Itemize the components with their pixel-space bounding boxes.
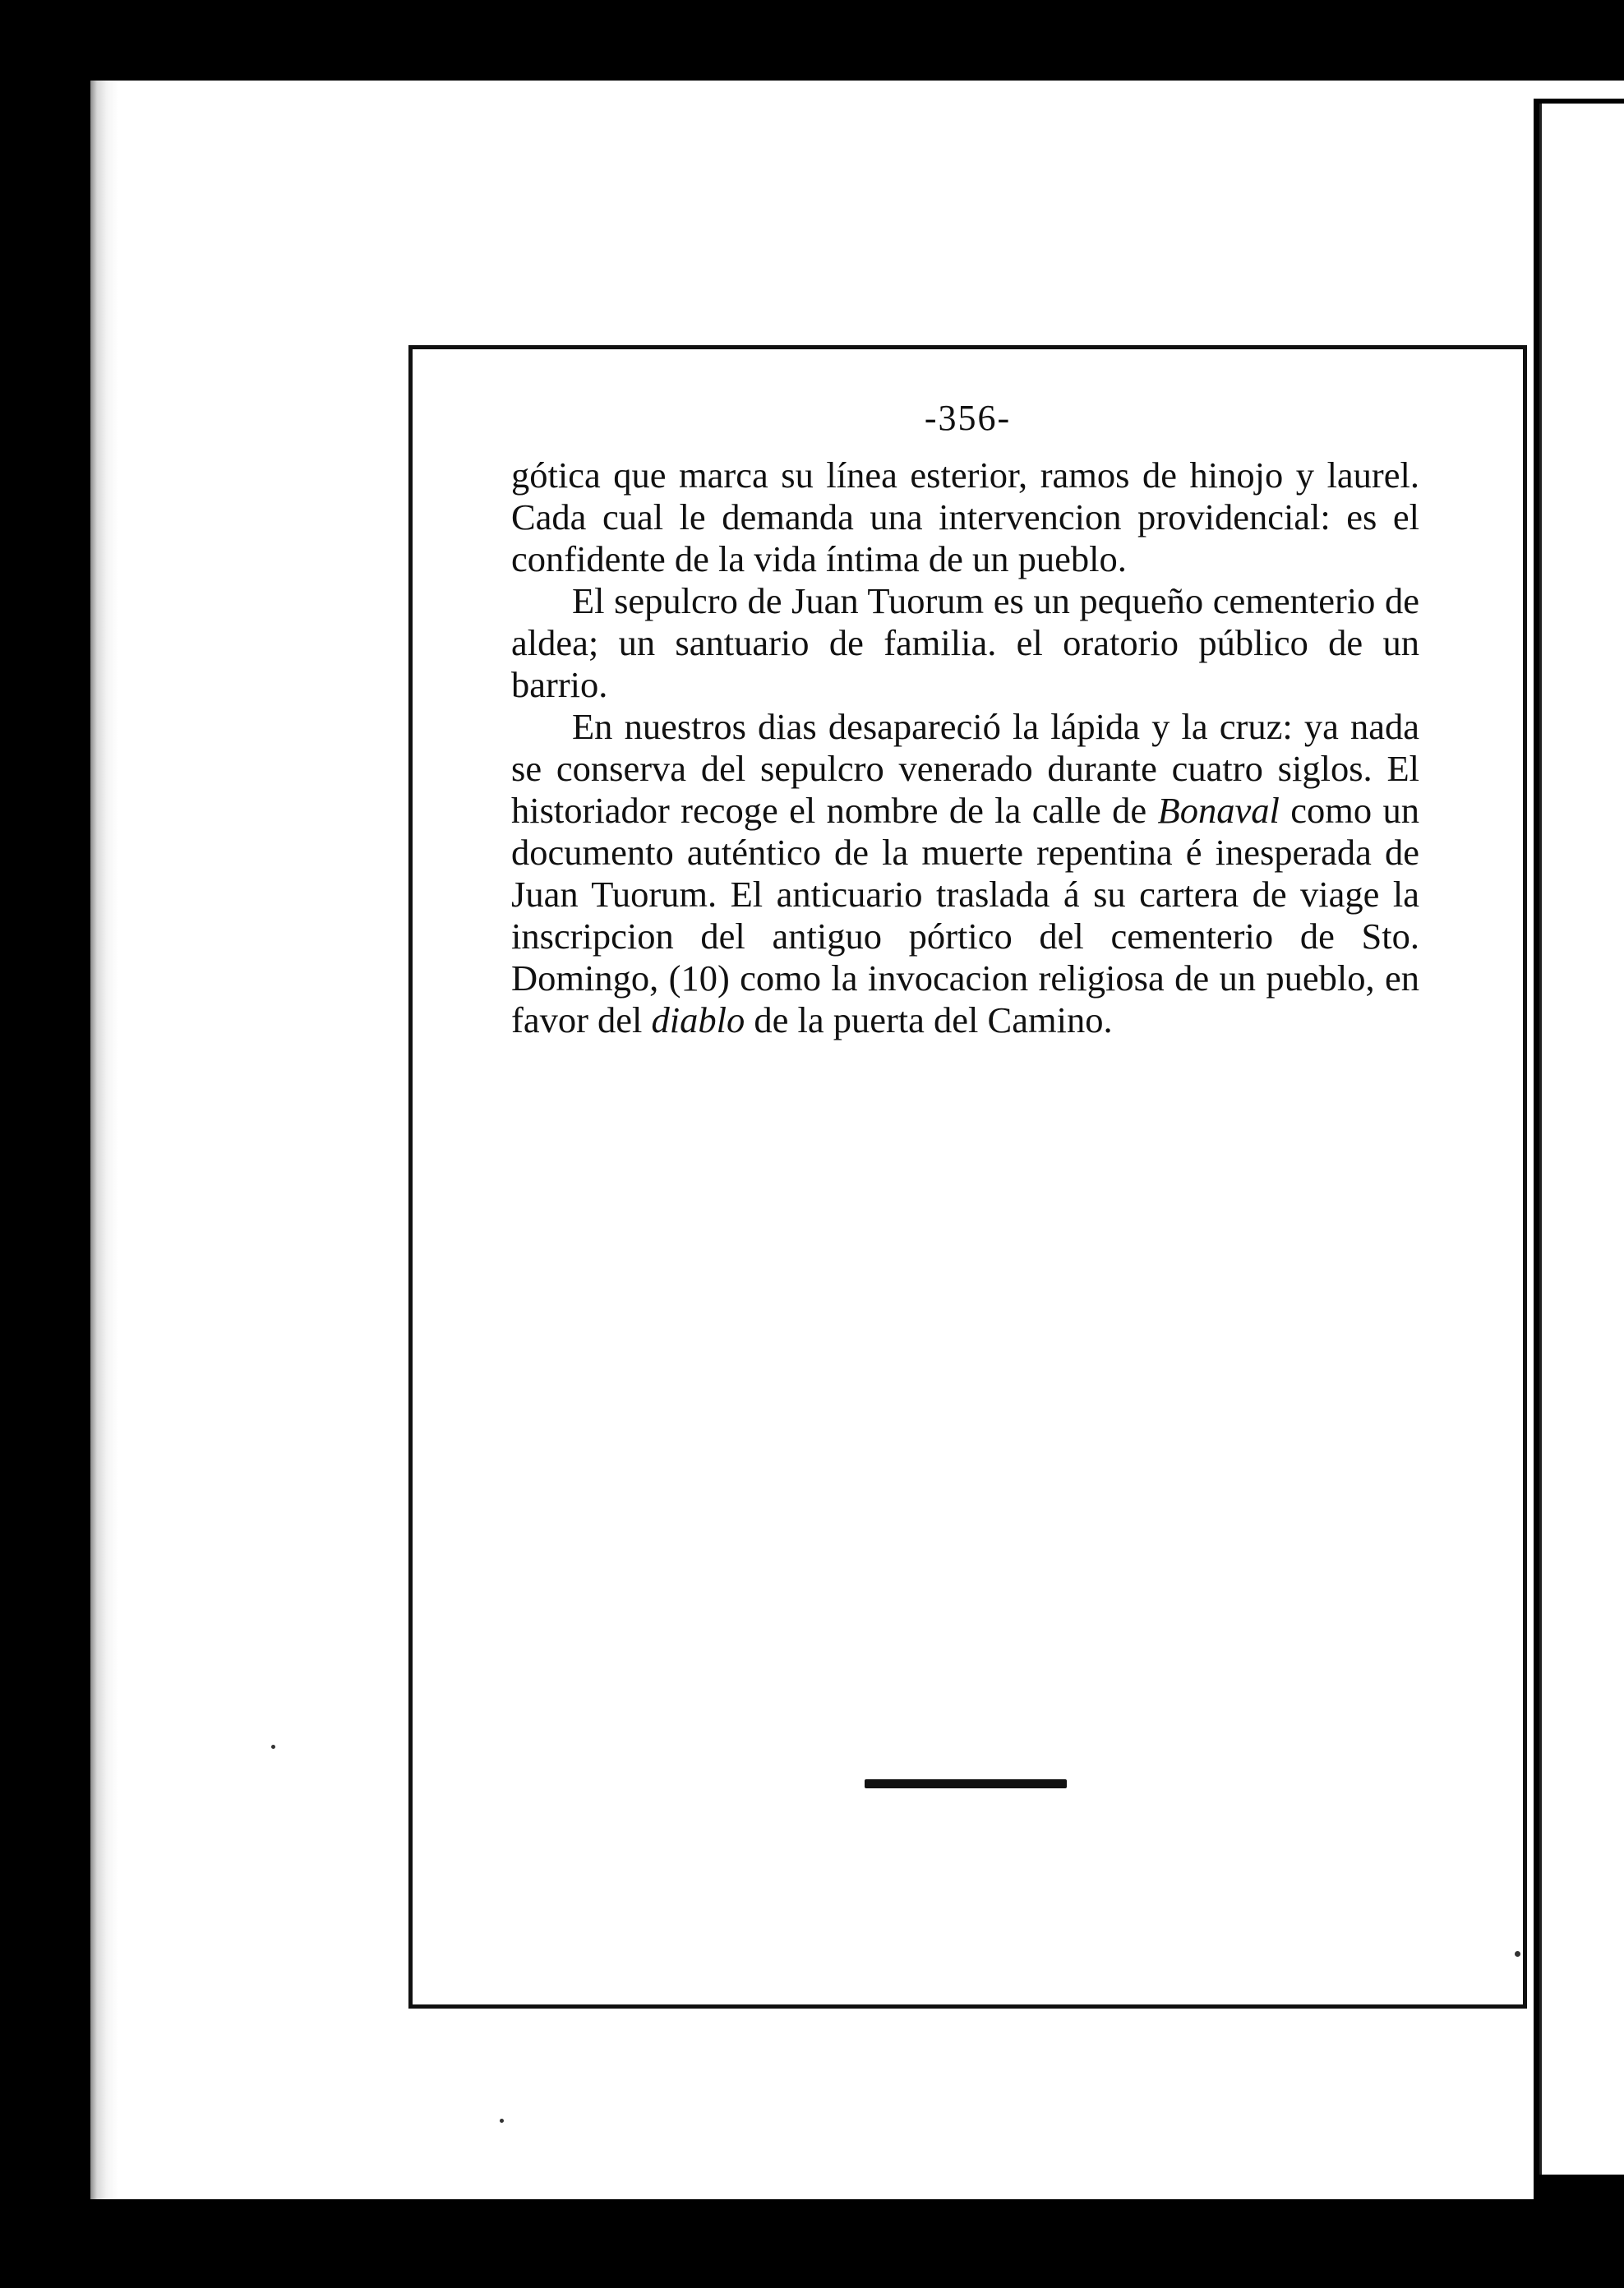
- paragraph: [511, 454, 1419, 580]
- text-run: como un documento auténtico de la muerte repentina é inesperada de Juan Tuorum. El anticuario traslada á su cartera de viage la inscripcion del antiguo pórtico del cementerio de Sto. Domingo, (10) como la invocacion religiosa de un pueblo, en favor del: [511, 790, 1419, 1040]
- book-spine-shadow: [90, 81, 118, 2199]
- paragraph: [511, 706, 1419, 1041]
- text-run: En nuestros dias desapareció la lápida y la cruz: ya nada se conserva del sepulcro venerado durante cuatro siglos. El historiador recoge el nombre de la calle de: [511, 706, 1419, 831]
- page-border-frame: [408, 345, 1527, 2009]
- body-text: [511, 454, 1419, 1041]
- text-run: gótica que marca su línea esterior, ramos de hinojo y laurel. Cada cual le demanda una intervencion providencial: es el confidente de la vida íntima de un pueblo.: [511, 454, 1419, 579]
- scan-speck: [271, 1745, 275, 1749]
- italic-text: diablo: [651, 999, 745, 1040]
- scan-speck: [500, 2119, 504, 2123]
- scan-speck: [1515, 1951, 1520, 1957]
- scanned-page: [90, 81, 1624, 2199]
- italic-text: Bonaval: [1157, 790, 1280, 831]
- paragraph: [511, 580, 1419, 706]
- text-run: de la puerta del Camino.: [745, 999, 1113, 1040]
- end-of-chapter-rule: [865, 1779, 1067, 1788]
- page-number: -356-: [924, 398, 1012, 438]
- facing-page-margin: [1539, 104, 1624, 2175]
- text-run: El sepulcro de Juan Tuorum es un pequeño cementerio de aldea; un santuario de familia. el oratorio público de un barrio.: [511, 580, 1419, 705]
